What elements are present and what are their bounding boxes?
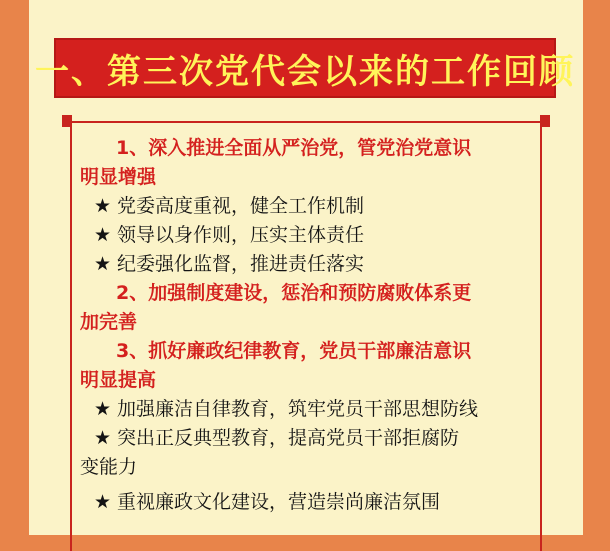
section-heading-line: 加完善 [80,311,138,333]
star-icon: ★ [94,195,112,217]
bullet-item [80,488,540,517]
page-title: 一、第三次党代会以来的工作回顾 [35,51,575,92]
bullet-text: 突出正反典型教育，提高党员干部拒腐防 [117,427,460,449]
content-list [80,134,540,517]
bullet-text: 党委高度重视，健全工作机制 [117,195,365,217]
bullet-continuation: 变能力 [80,456,138,478]
title-banner [35,38,575,98]
section-heading-line: 1、深入推进全面从严治党，管党治党意识 [116,137,472,159]
star-icon: ★ [94,398,112,420]
star-icon: ★ [94,491,112,513]
bullet-text: 纪委强化监督，推进责任落实 [117,253,365,275]
bullet-item [80,395,540,424]
bullet-text: 领导以身作则，压实主体责任 [117,224,365,246]
section-heading-line: 明显提高 [80,369,157,391]
bullet-item [80,192,540,221]
bullet-item [80,250,540,279]
star-icon: ★ [94,427,112,449]
bullet-text: 加强廉洁自律教育，筑牢党员干部思想防线 [117,398,479,420]
bullet-item [80,221,540,250]
star-icon: ★ [94,253,112,275]
bullet-text: 重视廉政文化建设，营造崇尚廉洁氛围 [117,491,441,513]
section-heading-line: 明显增强 [80,166,157,188]
section-heading-line: 2、加强制度建设，惩治和预防腐败体系更 [116,282,472,304]
bullet-item [80,424,540,453]
section-heading-line: 3、抓好廉政纪律教育，党员干部廉洁意识 [116,340,472,362]
star-icon: ★ [94,224,112,246]
